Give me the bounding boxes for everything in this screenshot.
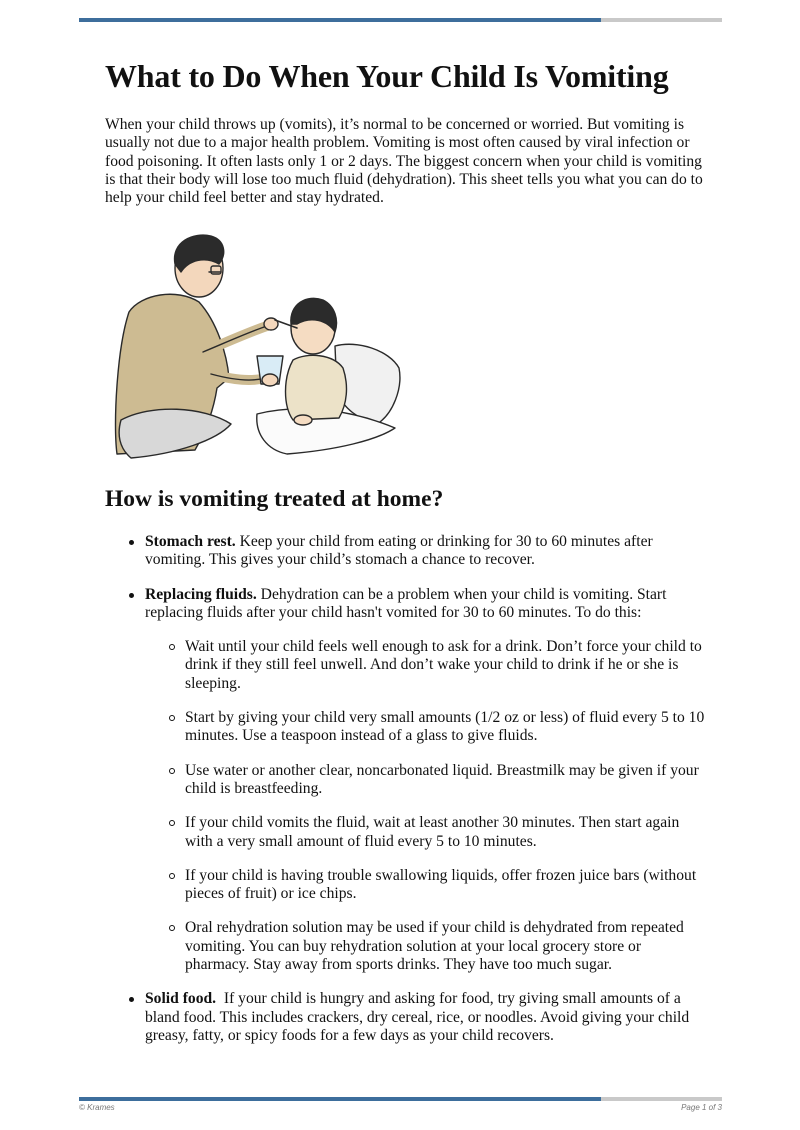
bullet-solid-food	[105, 990, 705, 1045]
bullet-dot	[129, 540, 134, 545]
sub-bullet-text: Wait until your child feels well enough to ask for a drink. Don’t force your child to drink if they still feel unwell. And don’t wake your child to drink if he or she is sleeping.	[185, 638, 702, 692]
bullet-bold-lead: Stomach rest.	[145, 533, 236, 550]
sub-bullet-ring	[169, 925, 175, 931]
header-rule-gray	[601, 18, 722, 22]
bullet-stomach-rest	[105, 533, 705, 570]
bullet-dot	[129, 593, 134, 598]
page-number: Page 1 of 3	[681, 1103, 722, 1112]
sub-bullet-ring	[169, 715, 175, 721]
header-rule	[79, 18, 722, 22]
bullet-bold-lead: Replacing fluids.	[145, 585, 257, 603]
sub-bullet-ring	[169, 873, 175, 879]
treatment-list	[105, 533, 705, 1061]
sub-bullet	[145, 762, 705, 799]
footer-rule-blue	[79, 1097, 601, 1101]
bullet-text: Dehydration can be a problem when your child is vomiting. Start replacing fluids after your child hasn't vomited for 30 to 60 minutes. To do this:	[145, 585, 667, 621]
sub-bullet-ring	[169, 644, 175, 650]
sub-bullet-text: Start by giving your child very small amounts (1/2 oz or less) of fluid every 5 to 10 minutes. Use a teaspoon instead of a glass to give fluids.	[185, 709, 705, 745]
sub-bullet-text: Oral rehydration solution may be used if your child is dehydrated from repeated vomiting. You can buy rehydration solution at your local grocery store or pharmacy. Stay away from sports drinks. They have too much sugar.	[185, 919, 684, 974]
sub-bullet	[145, 919, 705, 974]
sub-bullet-ring	[169, 768, 175, 774]
footer-rule-gray	[601, 1097, 722, 1101]
sub-bullet-text: Use water or another clear, noncarbonated liquid. Breastmilk may be given if your child is breastfeeding.	[185, 761, 699, 797]
bullet-text: If your child is hungry and asking for food, try giving small amounts of a bland food. This includes crackers, dry cereal, rice, or noodles. Avoid giving your child greasy, fatty, or spicy foods for a few days as your child recovers.	[145, 990, 694, 1044]
bullet-text: Keep your child from eating or drinking for 30 to 60 minutes after vomiting. This gives your child’s stomach a chance to recover.	[145, 533, 653, 569]
parent-child-illustration	[107, 228, 405, 464]
sub-bullet	[145, 709, 705, 746]
sub-bullet-text: If your child vomits the fluid, wait at least another 30 minutes. Then start again with a very small amount of fluid every 5 to 10 minutes.	[185, 814, 680, 850]
page-title: What to Do When Your Child Is Vomiting	[105, 58, 669, 94]
intro-paragraph: When your child throws up (vomits), it’s normal to be concerned or worried. But vomiting is usually not due to a major health problem. Vomiting is most often caused by viral infection or food poisoning. It often lasts only 1 or 2 days. The biggest concern when your child is vomiting is that their body will lose too much fluid (dehydration). This sheet tells you what you can do to help your child feel better and stay hydrated.	[105, 116, 703, 207]
section-heading: How is vomiting treated at home?	[105, 486, 444, 512]
sub-bullet	[145, 814, 705, 851]
copyright-text: © Krames	[79, 1103, 115, 1112]
sub-bullet-ring	[169, 820, 175, 826]
footer-rule	[79, 1097, 722, 1101]
bullet-dot	[129, 997, 134, 1002]
sub-bullet	[145, 638, 705, 693]
sub-bullet	[145, 867, 705, 904]
sub-bullet-text: If your child is having trouble swallowing liquids, offer frozen juice bars (without pieces of fruit) or ice chips.	[185, 866, 697, 903]
bullet-replacing-fluids	[105, 586, 705, 975]
header-rule-blue	[79, 18, 601, 22]
bullet-bold-lead: Solid food.	[145, 990, 217, 1008]
